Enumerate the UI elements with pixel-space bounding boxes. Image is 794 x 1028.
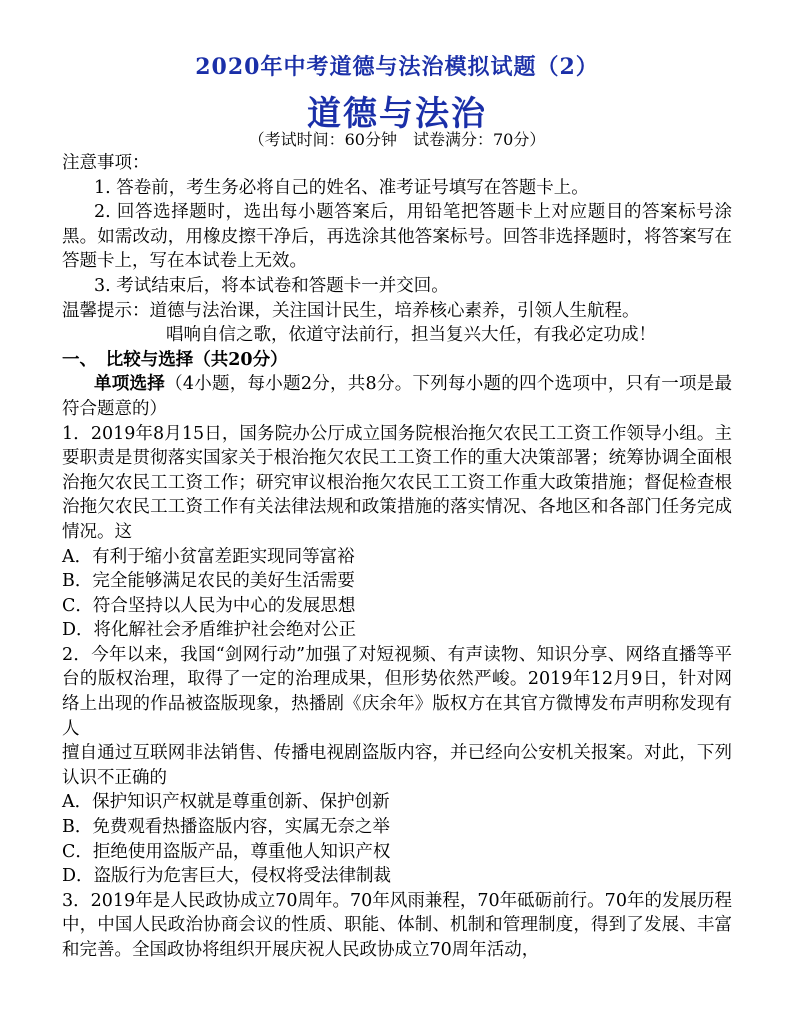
answer-option: B．完全能够满足农民的美好生活需要 xyxy=(62,571,355,592)
question-stem-continued: 擅自通过互联网非法销售、传播电视剧盗版内容，并已经向公安机关报案。对此，下列认识不正确的 xyxy=(62,743,732,788)
notice-item: 2. 回答选择题时，选出每小题答案后，用铅笔把答题卡上对应题目的答案标号涂黑。如需改动，用橡皮擦干净后，再选涂其他答案标号。回答非选择题时，将答案写在答题卡上，写在本试卷上无效。 xyxy=(62,202,732,272)
answer-option: C．拒绝使用盗版产品，尊重他人知识产权 xyxy=(62,841,391,862)
question-stem: 2．今年以来，我国“剑网行动”加强了对短视频、有声读物、知识分享、网络直播等平台的版权治理，取得了一定的治理成果，但形势依然严峻。2019年12月9日，针对网络上出现的作品被盗版现象，热播剧《庆余年》版权方在其官方微博发布声明称发现有人 xyxy=(62,644,732,739)
answer-option: D．将化解社会矛盾维护社会绝对公正 xyxy=(62,620,357,641)
question-stem: 3．2019年是人民政协成立70周年。70年风雨兼程，70年砥砺前行。70年的发展历程中，中国人民政治协商会议的性质、职能、体制、机制和管理制度，得到了发展、丰富和完善。全国政协将组织开展庆祝人民政协成立70周年活动， xyxy=(62,890,732,960)
answer-option: D．盗版行为危害巨大，侵权将受法律制裁 xyxy=(62,866,392,887)
answer-option: A．保护知识产权就是尊重创新、保护创新 xyxy=(62,792,390,813)
notice-item: 3. 考试结束后，将本试卷和答题卡一并交回。 xyxy=(94,275,449,296)
tip-line-2: 唱响自信之歌，依道守法前行，担当复兴大任，有我必定功成！ xyxy=(166,325,656,346)
notice-heading: 注意事项： xyxy=(62,153,150,173)
section-heading: 一、 比较与选择（共20分） xyxy=(62,349,288,370)
answer-option: B．免费观看热播盗版内容，实属无奈之举 xyxy=(62,817,390,838)
exam-title: 2020年中考道德与法治模拟试题（2） xyxy=(195,54,599,80)
answer-option: C．符合坚持以人民为中心的发展思想 xyxy=(62,595,356,616)
question-stem: 1．2019年8月15日，国务院办公厅成立国务院根治拖欠农民工工资工作领导小组。主要职责是贯彻落实国家关于根治拖欠农民工工资工作的重大决策部署；统筹协调全面根治拖欠农民工工资工作；研究审议根治拖欠农民工工资工作重大政策措施；督促检查根治拖欠农民工工资工作有关法律法规和政策措施的落实情况、各地区和各部门任务完成情况。这 xyxy=(62,423,732,542)
exam-info: （考试时间：60分钟 试卷满分：70分） xyxy=(248,130,546,149)
answer-option: A．有利于缩小贫富差距实现同等富裕 xyxy=(62,546,355,567)
section-sub-rest: （4小题，每小题2分，共8分。下列每小题的四个选项中，只有一项是最符合题意的） xyxy=(62,374,733,419)
notice-item: 1. 答卷前，考生务必将自己的姓名、准考证号填写在答题卡上。 xyxy=(94,177,589,198)
section-instructions xyxy=(62,372,732,421)
exam-body xyxy=(62,151,732,963)
tip-line: 温馨提示：道德与法治课，关注国计民生，培养核心素养，引领人生航程。 xyxy=(62,300,640,321)
subject-title: 道德与法治 xyxy=(307,94,487,134)
section-sub-label: 单项选择 xyxy=(94,374,166,395)
